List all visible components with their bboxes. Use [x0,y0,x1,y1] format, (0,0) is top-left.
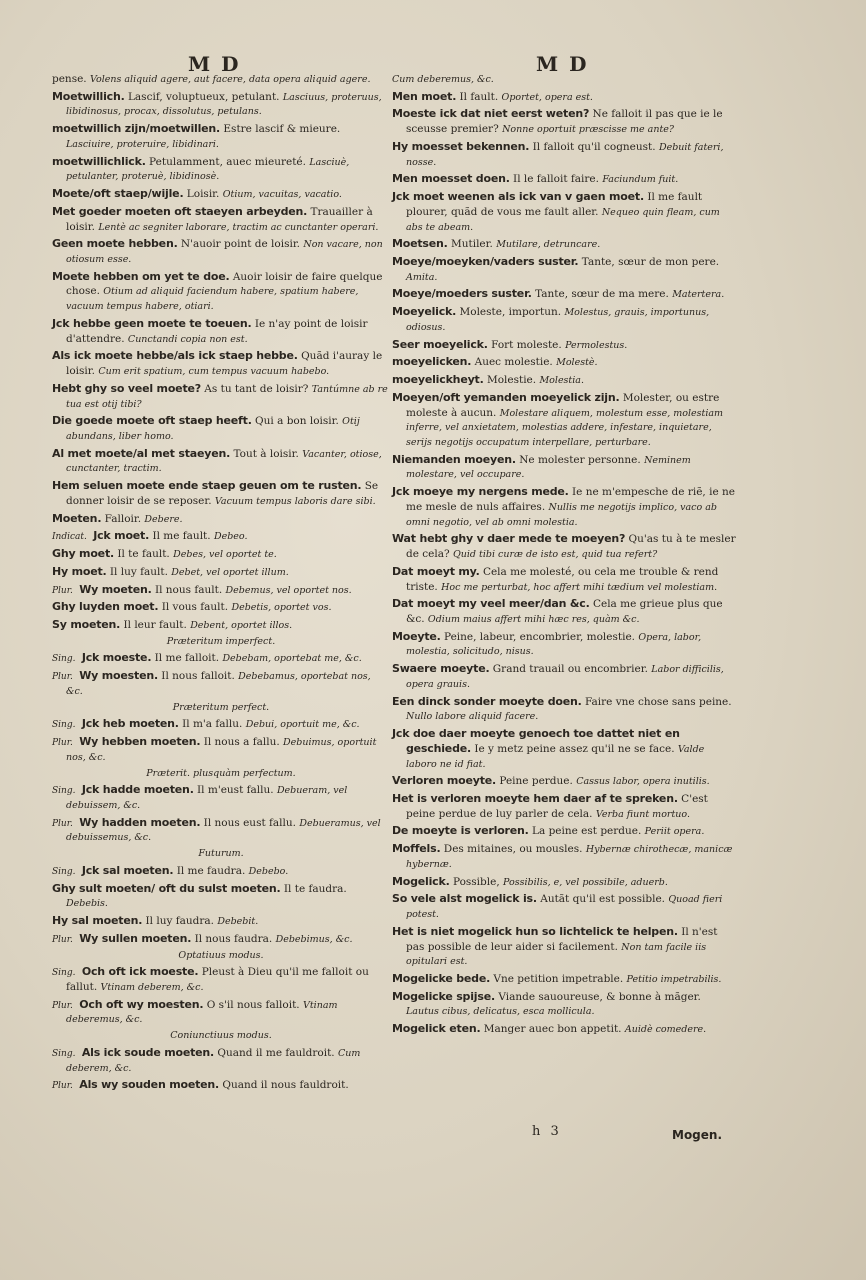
dictionary-entry [392,355,737,370]
french-gloss: Autãt qu'il est possible. [540,893,666,906]
french-gloss: N'auoir point de loisir. [180,238,301,251]
headword: Och oft wy moesten. [79,997,204,1011]
section-heading: Futurum. [198,848,244,860]
french-gloss: Quand il me fauldroit. [217,1046,335,1059]
headword: Jck hebbe geen moete te toeuen. [52,316,252,330]
french-gloss: Quand il nous fauldroit. [222,1079,349,1092]
latin-gloss: Volens aliquid agere, aut facere, data opera aliquid agere. [89,74,371,85]
dictionary-entry [392,597,737,626]
french-gloss: Auoir loisir de faire quelque chose. [66,270,383,298]
section-heading: Præterit. plusquàm perfectum. [146,767,296,779]
dictionary-entry [392,662,737,691]
headword: Die goede moete oft staep heeft. [52,414,252,428]
french-gloss: Se donner loisir de se reposer. [66,480,379,507]
french-gloss: Molester, ou estre moleste à aucun. [406,391,720,419]
headword: Verloren moeyte. [392,774,497,788]
headword: Het is verloren moeyte hem daer af te spreken. [392,792,678,805]
headword: Wy moeten. [79,582,152,596]
latin-gloss: Lentè ac segniter laborare, tractim ac cunctanter operari. [98,221,379,233]
dictionary-entry [392,695,737,724]
latin-gloss: Debebamus, oportebat nos, &c. [66,671,371,697]
headword: Dat moeyt my. [392,564,480,578]
headword: Moetwillich. [52,89,125,103]
dictionary-entry [392,842,737,871]
latin-gloss: Debes, vel oportet te. [173,549,277,561]
latin-gloss: Debuit fateri, nosse. [406,141,724,168]
dictionary-entry [392,391,737,450]
french-gloss: Il me faudra. [176,864,246,877]
french-gloss: Il luy faudra. [145,915,215,928]
french-gloss: Il m'a fallu. [182,718,243,731]
dictionary-entry [52,882,390,911]
headword: moeyelicken. [392,355,472,369]
dictionary-entry [52,349,390,378]
french-gloss: Peine perdue. [499,775,573,788]
french-gloss: Vne petition impetrable. [493,973,624,985]
catchword: Mogen. [672,1128,723,1142]
french-gloss: Ne molester personne. [519,453,641,466]
french-gloss: C'est peine perdue de luy parler de cela. [406,793,708,820]
headword: Ghy sult moeten/ oft du sulst moeten. [52,881,281,895]
latin-gloss: Labor difficilis, opera grauis. [406,664,724,690]
french-gloss: Ie n'ay point de loisir d'attendre. [66,317,368,345]
dictionary-entry [392,565,737,594]
latin-gloss: Debebis. [66,898,108,910]
headword: Een dinck sonder moeyte doen. [392,694,582,708]
dictionary-entry [52,816,390,845]
french-gloss: Cela me grieue plus que &c. [406,598,723,625]
latin-gloss: Nullis me negotijs implico, vaco ab omni negotio, vel ab omni molestia. [406,501,717,528]
latin-gloss: Lautus cibus, delicatus, esca mollicula. [406,1006,595,1018]
headword: Hy moesset bekennen. [392,139,530,153]
dictionary-entry [52,717,390,732]
dictionary-entry [52,187,390,202]
headword: Swaere moeyte. [392,662,490,676]
headword: Moeye/moeders suster. [392,287,532,301]
headword: Al met moete/al met staeyen. [52,446,231,460]
headword: Moeste ick dat niet eerst weten? [392,107,590,121]
latin-gloss: Cunctandi copia non est. [127,333,248,345]
french-gloss: Falloir. [104,512,142,525]
latin-gloss: Opera, labor, molestia, solicitudo, nisus. [406,631,702,658]
dictionary-entry [392,532,737,561]
latin-gloss: Hybernæ chirothecæ, manicæ hybernæ. [406,844,733,870]
headword: Wat hebt ghy v daer mede te moeyen? [392,532,626,546]
dictionary-entry [52,479,390,508]
latin-gloss: Vtinam deberemus, &c. [66,999,338,1026]
headword: Met goeder moeten oft staeyen arbeyden. [52,204,308,218]
headword: Sy moeten. [52,618,121,632]
headword: Jck sal moeten. [81,863,174,877]
french-gloss: Fort moleste. [491,338,562,351]
headword: Hy sal moeten. [52,914,143,928]
french-gloss: Qu'as tu à te mesler de cela? [406,533,736,561]
headword: Seer moeyelick. [392,337,488,351]
french-gloss: O s'il nous falloit. [206,998,300,1011]
grammar-label: Plur. [52,818,73,829]
grammar-label: Indicat. [52,532,87,543]
headword: Moeye/moeyken/vaders suster. [392,255,579,268]
headword: Jck hadde moeten. [81,783,194,797]
headword: Als wy souden moeten. [79,1078,220,1092]
dictionary-entry [52,414,390,443]
french-gloss: La peine est perdue. [532,825,642,838]
dictionary-entry [392,72,737,87]
french-gloss: Estre lascif & mieure. [223,123,341,136]
french-gloss: Il falloit qu'il cogneust. [532,140,656,153]
french-gloss: Pleust à Dieu qu'il me falloit ou fallut. [66,966,369,994]
dictionary-entry [52,932,390,947]
latin-gloss: Otium, vacuitas, vacatio. [222,189,342,201]
french-gloss: Manger auec bon appetit. [483,1023,622,1036]
french-gloss: Il nous fault. [154,583,223,596]
french-gloss: Peine, labeur, encombrier, molestie. [443,630,636,643]
left-column-header: M D [188,52,241,76]
french-gloss: Il leur fault. [123,619,187,632]
dictionary-entry [52,864,390,879]
french-gloss: Tante, sœur de mon pere. [581,256,720,268]
latin-gloss: Molestè. [556,357,598,369]
french-gloss: Qui a bon loisir. [255,415,339,428]
grammar-label: Sing. [52,720,76,731]
headword: Wy hebben moeten. [79,735,201,749]
dictionary-entry [52,122,390,151]
headword: Moeyte. [392,629,441,643]
latin-gloss: Nonne oportuit præscisse me ante? [502,124,674,136]
dictionary-entry [392,338,737,353]
latin-gloss: Molestare aliquem, molestum esse, molestiam inferre, vel anxietatem, molestias addere, infestare, inquietare, serijs negotijs occupatum interpellare, perturbare. [406,407,724,449]
dictionary-entry [52,651,390,666]
latin-gloss: Verba fiunt mortuo. [595,808,690,820]
french-gloss: Il vous fault. [161,601,229,614]
dictionary-entry [392,925,737,969]
grammar-label: Plur. [52,934,73,945]
french-gloss: Il fault. [459,90,499,103]
french-gloss: Des mitaines, ou mousles. [443,843,583,856]
headword: Moeyen/oft yemanden moeyelick zijn. [392,390,620,404]
french-gloss: Il te faudra. [283,882,347,895]
latin-gloss: Lasciuus, proteruus, libidinosus, procax, dissolutus, petulans. [66,91,382,118]
section-heading: Optatiuus modus. [178,949,264,961]
latin-gloss: Permolestus. [565,339,628,351]
french-gloss: Possible, [452,875,500,888]
dictionary-entry [52,547,390,562]
dictionary-entry [52,447,390,476]
dictionary-entry [52,1046,390,1075]
latin-gloss: Debet, vel oportet illum. [171,566,289,578]
latin-gloss: Quid tibi curæ de isto est, quid tua refert? [452,549,658,561]
dictionary-entry [392,824,737,839]
dictionary-entry [52,529,390,544]
dictionary-entry [392,892,737,921]
dictionary-entry [52,783,390,812]
french-gloss: Faire vne chose sans peine. [584,695,732,708]
french-gloss: Trauailler à loisir. [66,205,373,233]
headword: Niemanden moeyen. [392,452,516,466]
headword: Jck moet weenen als ick van v gaen moet. [392,190,644,204]
headword: moeyelickheyt. [392,373,484,387]
dictionary-entry [52,1078,390,1093]
dictionary-entry [392,990,737,1019]
latin-gloss: Debetis, oportet vos. [231,602,332,614]
latin-gloss: Mutilare, detruncare. [496,239,601,251]
french-gloss: Ie y metz peine assez qu'il ne se face. [474,742,675,755]
headword: Wy hadden moeten. [79,815,201,829]
grammar-label: Plur. [52,738,73,749]
headword: De moeyte is verloren. [392,824,529,838]
dictionary-entry [392,1022,737,1037]
dictionary-entry [52,583,390,598]
french-gloss: Il nous a fallu. [203,736,280,749]
headword: Moeten. [52,511,102,525]
dictionary-entry [392,630,737,659]
dictionary-entry [52,382,390,411]
latin-gloss: Petitio impetrabilis. [626,974,722,985]
dictionary-entry [52,237,390,266]
headword: Mogelick. [392,874,450,888]
headword: Het is niet mogelick hun so lichtelick te helpen. [392,924,678,938]
french-gloss: Il luy fault. [109,565,168,578]
latin-gloss: Faciundum fuit. [602,174,679,186]
latin-gloss: Odium maius affert mihi hæc res, quàm &c. [427,614,640,625]
headword: Ghy luyden moet. [52,600,159,614]
french-gloss: Il n'est pas possible de leur aider si facilement. [406,925,718,953]
left-column [52,72,390,1096]
latin-gloss: Amita. [406,271,438,283]
dictionary-entry [392,237,737,252]
latin-gloss: Lasciuire, proteruire, libidinari. [66,138,219,150]
dictionary-entry [392,485,737,529]
headword: Hem seluen moete ende staep geuen om te rusten. [52,479,362,493]
french-gloss: As tu tant de loisir? [204,382,309,395]
latin-gloss: Debueramus, vel debuissemus, &c. [66,817,381,844]
latin-gloss: Debueram, vel debuissem, &c. [66,785,348,812]
dictionary-entry [392,305,737,334]
french-gloss: Mutiler. [450,238,493,251]
dictionary-entry [52,914,390,929]
dictionary-entry [392,107,737,136]
latin-gloss: Otium ad aliquid faciendum habere, spatium habere, vacuum tempus habere, otiari. [66,286,359,313]
french-gloss: Il le falloit faire. [513,173,599,186]
french-gloss: Il nous eust fallu. [203,816,296,829]
dictionary-entry [392,792,737,821]
latin-gloss: Cum deberem, &c. [66,1047,361,1074]
headword: moetwillich zijn/moetwillen. [52,122,221,136]
headword: Moete hebben om yet te doe. [52,269,230,283]
latin-gloss: Non vacare, non otiosum esse. [66,239,383,265]
french-gloss: Petulamment, auec mieureté. [149,155,306,168]
french-gloss: Ie ne m'empesche de riẽ, ie ne me mesle de nuls affaires. [406,486,735,513]
french-gloss: Quãd i'auray le loisir. [66,350,383,378]
french-gloss: Viande sauoureuse, & bonne à mãger. [498,990,701,1003]
headword: So vele alst mogelick is. [392,892,537,906]
dictionary-entry [392,140,737,169]
grammar-label: Plur. [52,1081,73,1092]
headword: Jck heb moeten. [81,717,179,731]
french-gloss: Grand trauail ou encombrier. [492,663,648,676]
french-gloss: Lascif, voluptueux, petulant. [127,90,280,103]
headword: Mogelicke spijse. [392,989,495,1003]
headword: Moete/oft staep/wijle. [52,187,184,201]
french-gloss: Il nous faudra. [194,932,273,945]
headword: Mogelick eten. [392,1022,481,1036]
dictionary-entry [392,727,737,771]
latin-gloss: Matertera. [672,289,725,301]
grammar-label: Plur. [52,585,73,596]
latin-gloss: Cum erit spatium, cum tempus vacuum habebo. [98,366,330,378]
latin-gloss: Debui, oportuit me, &c. [245,719,360,731]
headword: Hebt ghy so veel moete? [52,381,201,395]
latin-gloss: Molestia. [539,375,584,387]
french-gloss: Molestie. [486,374,537,387]
latin-gloss: Debebam, oportebat me, &c. [222,653,362,665]
headword: Geen moete hebben. [52,237,178,251]
headword: Jck moeye my nergens mede. [392,485,569,499]
headword: Men moesset doen. [392,172,510,186]
dictionary-entry [52,270,390,314]
dictionary-entry [52,155,390,184]
latin-gloss: Quoad fieri potest. [406,894,723,921]
latin-gloss: Vacuum tempus laboris dare sibi. [214,495,376,507]
headword: Wy moesten. [79,669,158,683]
french-gloss: Tante, sœur de ma mere. [535,288,669,301]
french-gloss: pense. [52,73,87,85]
dictionary-entry [52,72,390,87]
latin-gloss: Possibilis, e, vel possibile, aduerb. [503,876,668,888]
dictionary-entry [52,205,390,234]
headword: Moeyelick. [392,305,457,319]
dictionary-entry [392,255,737,284]
latin-gloss: Lasciuè, petulanter, proteruè, libidinosè. [66,156,350,183]
grammar-label: Sing. [52,866,76,877]
dictionary-entry [52,735,390,764]
latin-gloss: Vacanter, otiose, cunctanter, tractim. [66,448,382,475]
latin-gloss: Periit opera. [644,826,705,838]
dictionary-entry [392,373,737,388]
french-gloss: Auec molestie. [474,356,553,369]
grammar-label: Sing. [52,786,76,797]
dictionary-entry [392,287,737,302]
latin-gloss: Oportet, opera est. [501,91,593,103]
headword: Moetsen. [392,237,448,251]
latin-gloss: Debemus, vel oportet nos. [225,584,352,596]
headword: Men moet. [392,89,457,103]
latin-gloss: Hoc me perturbat, hoc affert mihi tædium vel molestiam. [441,581,718,593]
headword: Als ick soude moeten. [81,1045,215,1059]
latin-gloss: Cum deberemus, &c. [392,74,494,85]
dictionary-entry [392,190,737,234]
headword: Ghy moet. [52,547,114,561]
headword: Jck doe daer moeyte genoech toe dattet niet en geschiede. [392,727,680,755]
section-heading: Præteritum imperfect. [166,635,276,647]
dictionary-entry [392,453,737,482]
latin-gloss: Molestus, grauis, importunus, odiosus. [406,307,710,333]
latin-gloss: Debere. [144,513,183,525]
dictionary-entry [52,90,390,119]
french-gloss: Ne falloit il pas que ie le sceusse premier? [406,108,723,136]
french-gloss: Il me falloit. [154,652,220,665]
headword: Mogelicke bede. [392,972,491,985]
grammar-label: Sing. [52,1048,76,1059]
french-gloss: Moleste, importun. [459,306,562,319]
latin-gloss: Vtinam deberem, &c. [100,982,204,994]
dictionary-entry [52,512,390,527]
headword: Jck moeste. [81,651,152,665]
dictionary-entry [392,774,737,789]
french-gloss: Cela me molesté, ou cela me trouble & rend triste. [406,565,719,593]
french-gloss: Il nous falloit. [161,670,235,683]
latin-gloss: Debebo. [248,865,289,877]
dictionary-entry [392,972,737,987]
grammar-label: Plur. [52,1000,73,1011]
right-column-header: M D [536,52,589,76]
french-gloss: Il me fault plourer, quãd de vous me fault aller. [406,191,703,218]
latin-gloss: Nequeo quin fleam, cum abs te abeam. [406,206,720,233]
dictionary-entry [52,600,390,615]
dictionary-entry [392,90,737,105]
latin-gloss: Nullo labore aliquid facere. [406,711,539,723]
dictionary-entry [392,875,737,890]
grammar-label: Sing. [52,968,76,979]
headword: Dat moeyt my veel meer/dan &c. [392,597,590,611]
dictionary-entry [392,172,737,187]
latin-gloss: Debuimus, oportuit nos, &c. [66,737,377,763]
latin-gloss: Neminem molestare, vel occupare. [406,454,691,481]
headword: Och oft ick moeste. [81,965,199,979]
dictionary-entry [52,998,390,1027]
dictionary-entry [52,669,390,698]
headword: moetwillichlick. [52,154,146,168]
headword: Hy moet. [52,564,107,578]
dictionary-entry [52,565,390,580]
french-gloss: Il te fault. [117,548,170,561]
french-gloss: Tout à loisir. [233,447,299,460]
latin-gloss: Auidè comedere. [624,1024,707,1036]
grammar-label: Plur. [52,672,73,683]
latin-gloss: Otij abundans, liber homo. [66,416,360,442]
latin-gloss: Non tam facile iis opitulari est. [406,941,707,968]
latin-gloss: Debebit. [217,916,259,928]
dictionary-entry [52,965,390,994]
latin-gloss: Debeo. [213,531,248,543]
latin-gloss: Valde laboro ne id fiat. [406,743,705,770]
section-heading: Coniunctiuus modus. [170,1030,272,1042]
french-gloss: Il m'eust fallu. [197,784,274,797]
french-gloss: Il me fault. [152,530,211,543]
headword: Wy sullen moeten. [79,931,192,945]
dictionary-entry [52,618,390,633]
headword: Als ick moete hebbe/als ick staep hebbe. [52,349,298,363]
dictionary-entry [52,317,390,346]
french-gloss: Loisir. [186,188,220,201]
grammar-label: Sing. [52,654,76,665]
latin-gloss: Debebimus, &c. [275,933,353,945]
signature-mark: h 3 [532,1124,562,1139]
headword: Jck moet. [93,529,150,543]
section-heading: Præteritum perfect. [172,701,270,713]
latin-gloss: Debent, oportet illos. [190,620,293,632]
headword: Moffels. [392,842,441,856]
latin-gloss: Tantúmne ab re tua est otij tibi? [66,383,388,410]
latin-gloss: Cassus labor, opera inutilis. [576,776,710,788]
right-column [392,72,737,1040]
